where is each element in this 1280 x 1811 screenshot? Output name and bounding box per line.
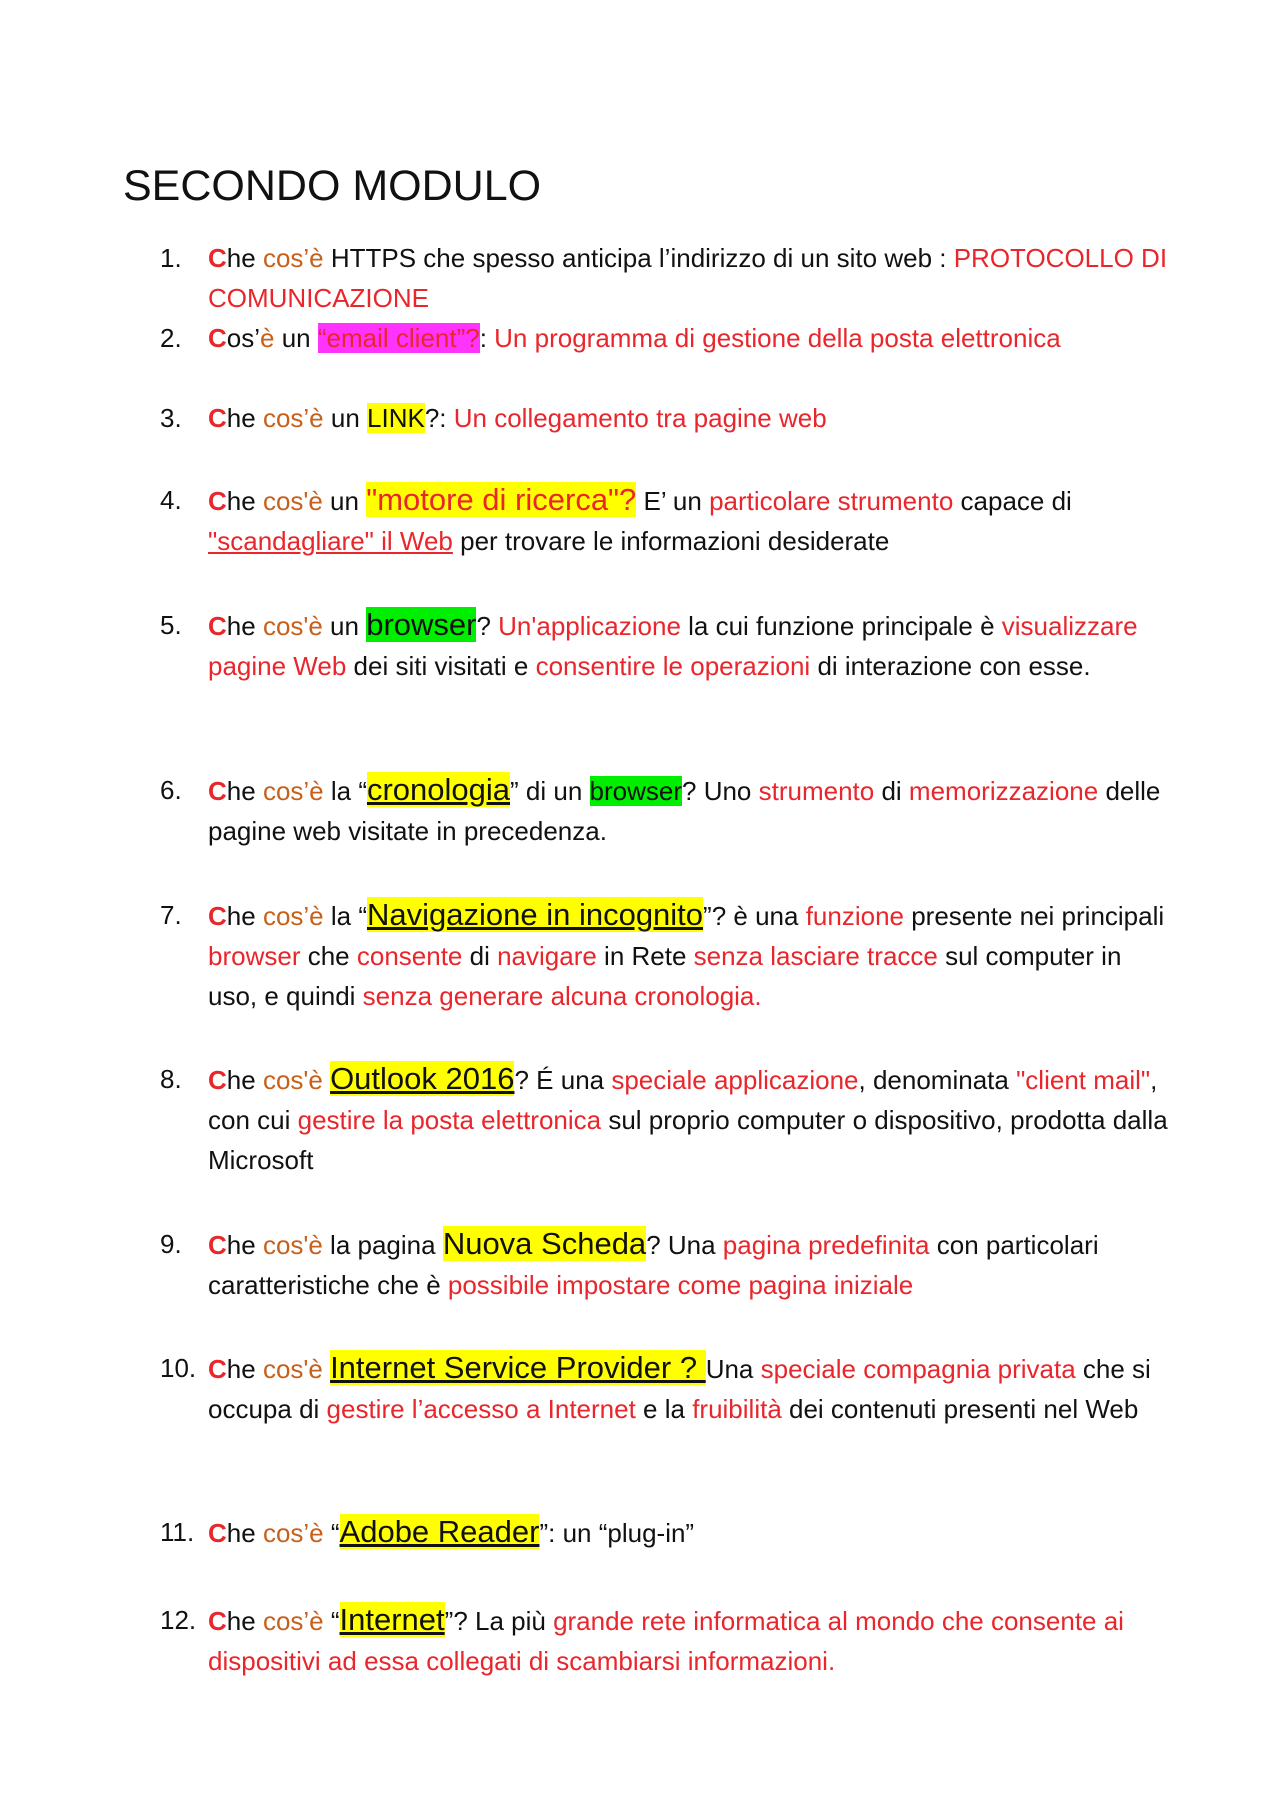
text-run: browser xyxy=(589,776,683,806)
text-run: he xyxy=(226,243,263,273)
text-run: la cui funzione principale è xyxy=(680,611,1002,641)
item-number: 10. xyxy=(160,1353,197,1383)
text-run: "scandagliare" il Web xyxy=(208,526,453,556)
text-run: e la xyxy=(635,1394,693,1424)
text-run: he xyxy=(226,611,263,641)
text-run: ”: un “plug-in” xyxy=(539,1518,695,1548)
text-run: Una xyxy=(705,1354,761,1384)
item-number: 6. xyxy=(160,775,182,805)
text-run: E’ un xyxy=(636,486,710,516)
text-run: grande rete informatica al mondo che consente ai dispositivi ad essa collegati di scambiarsi informazioni. xyxy=(208,1606,1124,1676)
text-run: he xyxy=(226,1230,263,1260)
text-run: "motore di ricerca"? xyxy=(366,482,637,517)
text-run: cos'è xyxy=(262,1354,323,1384)
text-run: C xyxy=(208,1518,227,1548)
text-run: PROTOCOLLO DI COMUNICAZIONE xyxy=(208,243,1168,313)
text-run: la pagina xyxy=(322,1230,443,1260)
list-item xyxy=(160,1059,1170,1180)
text-run: sul computer in uso, e quindi xyxy=(208,941,1122,1011)
list-item xyxy=(160,770,1170,851)
text-run: “ xyxy=(323,1606,340,1636)
item-text xyxy=(208,398,1170,438)
text-run: consentire le operazioni xyxy=(535,651,811,681)
text-run xyxy=(323,1065,330,1095)
text-run xyxy=(323,1354,330,1384)
item-number: 3. xyxy=(160,403,182,433)
item-number: 4. xyxy=(160,485,182,515)
text-run: C xyxy=(208,243,227,273)
text-run: C xyxy=(208,323,227,353)
text-run: fruibilità xyxy=(692,1394,782,1424)
list-item xyxy=(160,398,1170,438)
text-run: C xyxy=(208,1606,227,1636)
text-run: cos’è xyxy=(262,1518,324,1548)
text-run: he xyxy=(226,1606,263,1636)
text-run: gestire l’accesso a Internet xyxy=(326,1394,636,1424)
text-run: un xyxy=(323,403,368,433)
text-run: consente xyxy=(356,941,463,971)
item-number: 12. xyxy=(160,1605,197,1635)
text-run: "client mail" xyxy=(1016,1065,1151,1095)
item-text xyxy=(208,480,1170,561)
list-item xyxy=(160,1600,1170,1681)
item-text xyxy=(208,605,1170,686)
item-number: 8. xyxy=(160,1064,182,1094)
text-run: Adobe Reader xyxy=(339,1514,540,1549)
text-run: ? Una xyxy=(646,1230,723,1260)
text-run: senza generare alcuna cronologia. xyxy=(362,981,762,1011)
text-run: ”? La più xyxy=(444,1606,554,1636)
text-run: dei contenuti presenti nel Web xyxy=(781,1394,1139,1424)
text-run: C xyxy=(208,1230,227,1260)
text-run: C xyxy=(208,776,227,806)
text-run: Outlook 2016 xyxy=(330,1061,515,1096)
text-run: , con cui xyxy=(208,1065,1158,1135)
text-run: he xyxy=(226,1065,263,1095)
text-run: la “ xyxy=(323,776,367,806)
text-run: “ xyxy=(323,1518,340,1548)
page-title: SECONDO MODULO xyxy=(123,162,542,210)
text-run: C xyxy=(208,403,227,433)
text-run: particolare strumento xyxy=(709,486,954,516)
text-run: ? Uno xyxy=(682,776,759,806)
text-run: C xyxy=(208,901,227,931)
item-text xyxy=(208,1600,1170,1681)
text-run: speciale applicazione xyxy=(611,1065,859,1095)
text-run: he xyxy=(226,776,263,806)
text-run: cos’è xyxy=(262,901,324,931)
text-run: di interazione con esse. xyxy=(810,651,1091,681)
text-run: gestire la posta elettronica xyxy=(297,1105,602,1135)
list-item xyxy=(160,1512,1170,1553)
text-run: C xyxy=(208,611,227,641)
text-run: C xyxy=(208,1065,227,1095)
text-run: browser xyxy=(366,607,477,642)
list-item xyxy=(160,605,1170,686)
text-run: presente nei principali xyxy=(904,901,1165,931)
item-text xyxy=(208,1348,1170,1429)
text-run: he xyxy=(226,1518,263,1548)
text-run: con particolari caratteristiche che è xyxy=(208,1230,1099,1300)
text-run: Un'applicazione xyxy=(498,611,681,641)
text-run: , denominata xyxy=(858,1065,1017,1095)
text-run: di xyxy=(874,776,909,806)
text-run: browser xyxy=(208,941,301,971)
text-run: un xyxy=(322,486,367,516)
text-run: sul proprio computer o dispositivo, prodotta dalla Microsoft xyxy=(208,1105,1168,1175)
item-text xyxy=(208,1059,1170,1180)
text-run: per trovare le informazioni desiderate xyxy=(452,526,890,556)
text-run: cos’è xyxy=(262,1606,324,1636)
text-run: “email client”? xyxy=(317,323,480,353)
text-run: possibile impostare come pagina iniziale xyxy=(447,1270,914,1300)
text-run: cos'è xyxy=(262,1065,323,1095)
text-run: pagina predefinita xyxy=(722,1230,930,1260)
text-run: delle pagine web visitate in precedenza. xyxy=(208,776,1161,846)
list-item xyxy=(160,318,1170,358)
text-run: C xyxy=(208,1354,227,1384)
text-run: Nuova Scheda xyxy=(442,1226,647,1261)
text-run: navigare xyxy=(497,941,597,971)
item-text xyxy=(208,1512,1170,1553)
item-number: 9. xyxy=(160,1229,182,1259)
text-run: LINK xyxy=(367,403,425,433)
text-run: ”? è una xyxy=(703,901,806,931)
text-run: che xyxy=(300,941,357,971)
text-run: ? É una xyxy=(514,1065,612,1095)
text-run: ?: xyxy=(424,403,454,433)
text-run: os’ xyxy=(226,323,261,353)
text-run: cos'è xyxy=(262,611,323,641)
text-run: HTTPS che spesso anticipa l’indirizzo di un sito web : xyxy=(323,243,954,273)
text-run: cos’è xyxy=(262,776,324,806)
text-run: ” di un xyxy=(510,776,590,806)
text-run: Navigazione in incognito xyxy=(366,897,704,932)
list-item xyxy=(160,895,1170,1016)
text-run: cos'è xyxy=(262,1230,323,1260)
item-text xyxy=(208,1224,1170,1305)
text-run: : xyxy=(479,323,495,353)
item-text xyxy=(208,318,1170,358)
text-run: ? xyxy=(476,611,499,641)
text-run: he xyxy=(226,901,263,931)
text-run: visualizzare pagine Web xyxy=(208,611,1138,681)
text-run: è xyxy=(260,323,275,353)
text-run: he xyxy=(226,403,263,433)
text-run: di xyxy=(462,941,498,971)
text-run: strumento xyxy=(758,776,875,806)
item-number: 5. xyxy=(160,610,182,640)
text-run: capace di xyxy=(953,486,1072,516)
item-number: 2. xyxy=(160,323,182,353)
text-run: cos’è xyxy=(262,403,324,433)
text-run: cronologia xyxy=(366,772,511,807)
list-item xyxy=(160,1224,1170,1305)
text-run: la “ xyxy=(323,901,367,931)
list-item xyxy=(160,238,1170,318)
text-run: memorizzazione xyxy=(908,776,1099,806)
list-item xyxy=(160,1348,1170,1429)
text-run: he xyxy=(226,486,263,516)
item-text xyxy=(208,238,1170,318)
text-run: dei siti visitati e xyxy=(346,651,536,681)
text-run: funzione xyxy=(805,901,904,931)
text-run: Internet Service Provider ? xyxy=(330,1350,706,1385)
item-number: 11. xyxy=(160,1517,195,1547)
item-number: 1. xyxy=(160,243,182,273)
text-run: senza lasciare tracce xyxy=(693,941,938,971)
text-run: cos'è xyxy=(262,486,323,516)
text-run: un xyxy=(322,611,367,641)
text-run: C xyxy=(208,486,227,516)
text-run: speciale compagnia privata xyxy=(760,1354,1076,1384)
text-run: cos’è xyxy=(262,243,324,273)
item-text xyxy=(208,895,1170,1016)
list-item xyxy=(160,480,1170,561)
text-run: Un collegamento tra pagine web xyxy=(453,403,827,433)
text-run: Internet xyxy=(339,1602,445,1637)
item-number: 7. xyxy=(160,900,182,930)
item-text xyxy=(208,770,1170,851)
text-run: in Rete xyxy=(596,941,694,971)
text-run: un xyxy=(274,323,318,353)
text-run: che si occupa di xyxy=(208,1354,1151,1424)
text-run: Un programma di gestione della posta elettronica xyxy=(494,323,1061,353)
text-run: he xyxy=(226,1354,263,1384)
